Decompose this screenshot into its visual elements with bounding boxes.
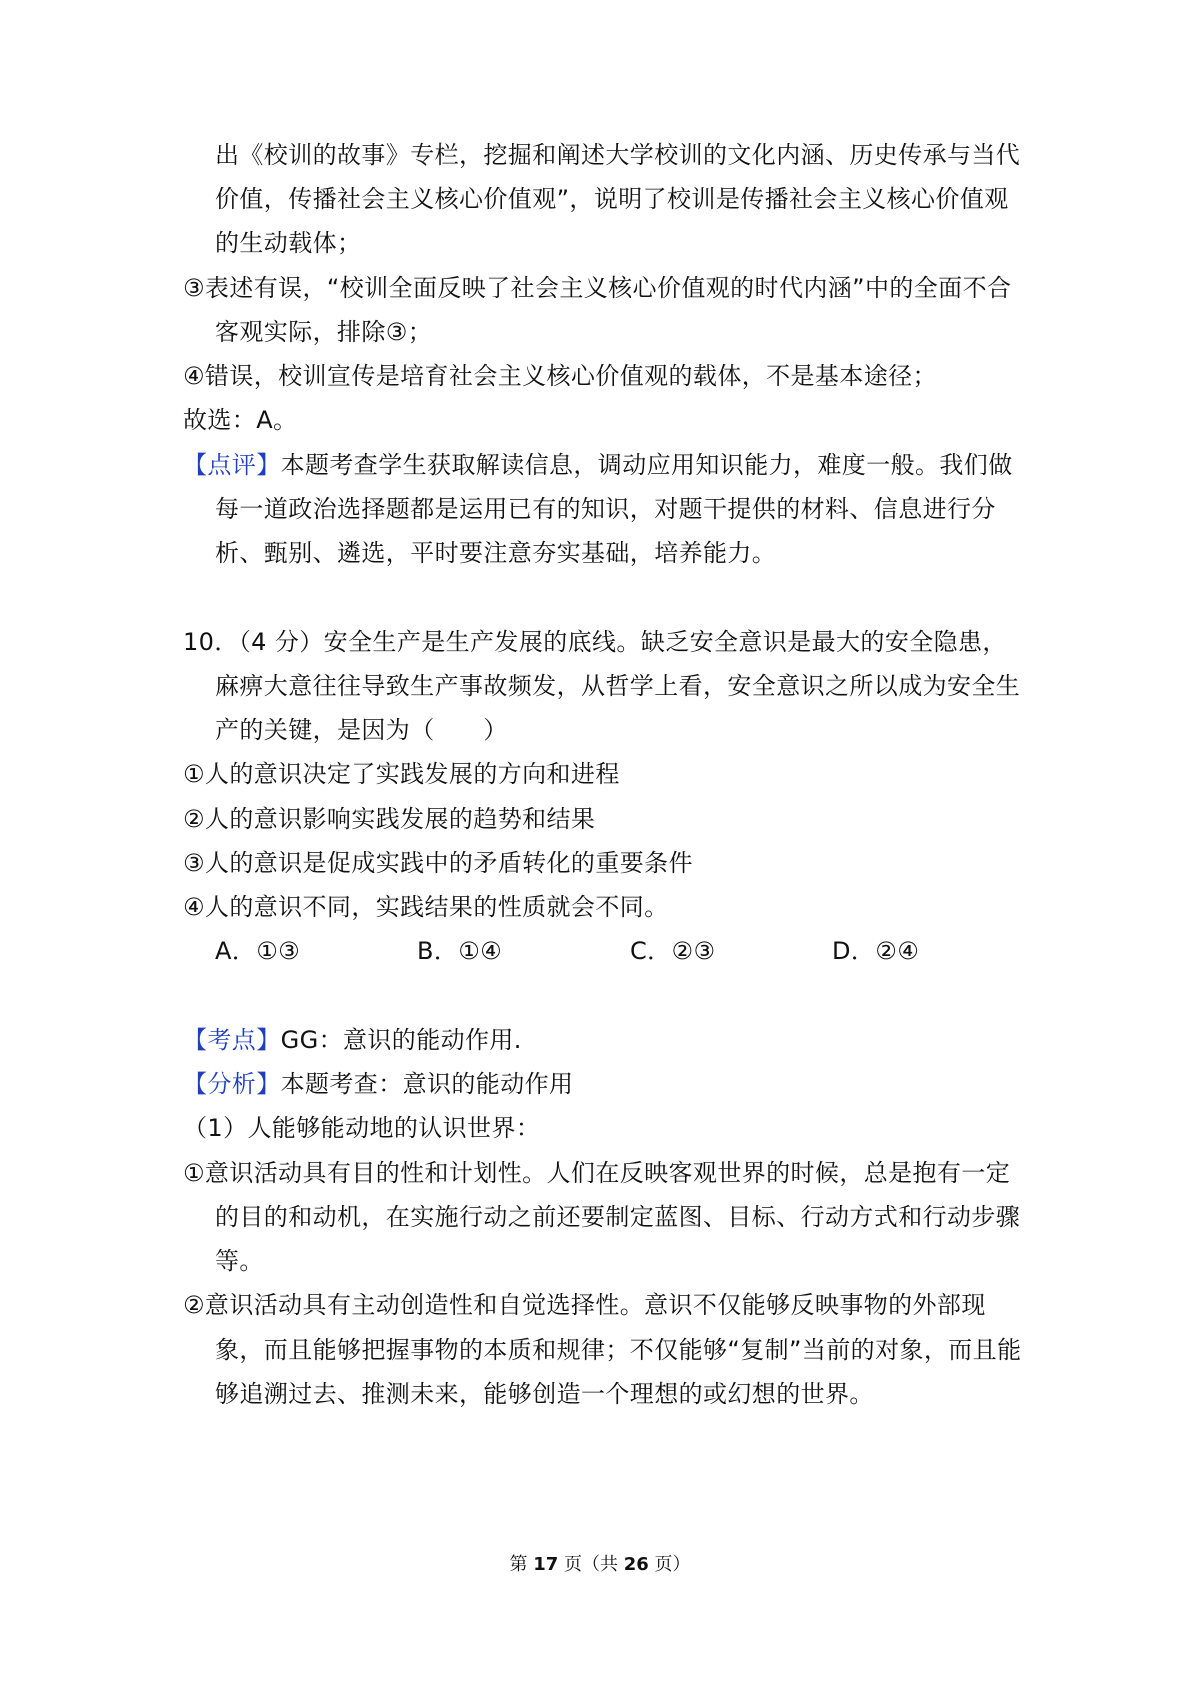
text-line: ②意识活动具有主动创造性和自觉选择性。意识不仅能够反映事物的外部现 (183, 1291, 986, 1319)
text-line: 象，而且能够把握事物的本质和规律；不仅能够“复制”当前的对象，而且能 (215, 1336, 1022, 1364)
page-footer (0, 1553, 1200, 1577)
option-b: B．①④ (417, 937, 503, 965)
text-line: ③表述有误，“校训全面反映了社会主义核心价值观的时代内涵”中的全面不合 (183, 274, 1012, 302)
text-line: ①意识活动具有目的性和计划性。人们在反映客观世界的时候，总是抱有一定 (183, 1159, 1011, 1187)
question-title: 10．（4 分）安全生产是生产发展的底线。缺乏安全意识是最大的安全隐患， (183, 628, 1007, 656)
text-line: 客观实际，排除③； (215, 318, 433, 346)
question-line: 麻痹大意往往导致生产事故频发，从哲学上看，安全意识之所以成为安全生 (215, 672, 1021, 700)
question-line: 产的关键，是因为（ ） (215, 716, 508, 744)
text-line: 每一道政治选择题都是运用已有的知识，对题干提供的材料、信息进行分 (215, 495, 996, 523)
knowledge-point-line (183, 1024, 522, 1056)
answer-line: 故选：A。 (183, 406, 298, 434)
option-d: D．②④ (832, 937, 920, 965)
statement-1: ①人的意识决定了实践发展的方向和进程 (183, 760, 620, 788)
text-line: 析、甄别、遴选，平时要注意夯实基础，培养能力。 (215, 539, 777, 567)
footer-prefix: 第 (509, 1554, 534, 1575)
text-line: 等。 (215, 1247, 264, 1275)
review-line (183, 449, 1013, 481)
statement-4: ④人的意识不同，实践结果的性质就会不同。 (183, 893, 669, 921)
footer-suffix: 页） (648, 1554, 691, 1575)
review-text: 本题考查学生获取解读信息，调动应用知识能力，难度一般。我们做 (280, 451, 1013, 479)
analysis-text: 本题考查：意识的能动作用 (280, 1070, 574, 1098)
page-number: 17 (533, 1554, 559, 1575)
knowledge-point-text: GG：意识的能动作用. (280, 1026, 522, 1054)
text-line: 的目的和动机，在实施行动之前还要制定蓝图、目标、行动方式和行动步骤 (215, 1203, 1021, 1231)
footer-middle: 页（共 (558, 1554, 624, 1575)
text-line: 够追溯过去、推测未来，能够创造一个理想的或幻想的世界。 (215, 1380, 874, 1408)
review-tag: 【点评】 (183, 451, 281, 479)
option-c: C．②③ (630, 937, 716, 965)
knowledge-point-tag: 【考点】 (183, 1026, 281, 1054)
statement-3: ③人的意识是促成实践中的矛盾转化的重要条件 (183, 849, 693, 877)
page-total: 26 (623, 1554, 649, 1575)
option-a: A．①③ (215, 937, 301, 965)
statement-2: ②人的意识影响实践发展的趋势和结果 (183, 805, 596, 833)
text-line: 价值，传播社会主义核心价值观”，说明了校训是传播社会主义核心价值观 (215, 185, 1009, 213)
analysis-tag: 【分析】 (183, 1070, 281, 1098)
text-line: ④错误，校训宣传是培育社会主义核心价值观的载体，不是基本途径； (183, 362, 937, 390)
analysis-line (183, 1068, 573, 1100)
text-line: 的生动载体； (215, 229, 362, 257)
text-line: （1）人能够能动地的认识世界： (183, 1114, 541, 1142)
text-line: 出《校训的故事》专栏，挖掘和阐述大学校训的文化内涵、历史传承与当代 (215, 141, 1021, 169)
